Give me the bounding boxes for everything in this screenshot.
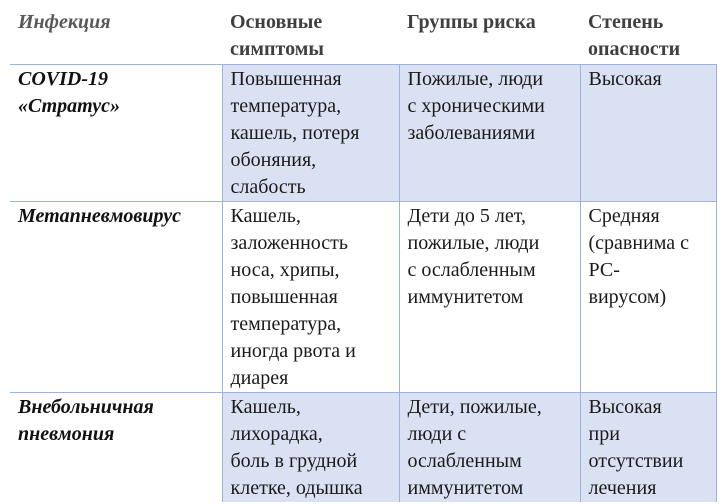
header-symptoms: Основные симптомы — [230, 11, 324, 60]
infection-table — [10, 6, 717, 502]
infection-name-cell: Метапневмовирус — [10, 202, 222, 393]
table-row — [10, 65, 716, 202]
table-row — [10, 202, 716, 393]
symptoms-cell: Кашель, лихорадка, боль в грудной клетке, одышка — [222, 393, 399, 503]
infection-name-cell: Внебольничная пневмония — [10, 393, 222, 503]
danger-level-cell: Высокая при отсутствии лечения — [580, 393, 716, 503]
risk-groups-cell: Дети, пожилые, люди с ослабленным иммунитетом — [399, 393, 580, 503]
header-infection: Инфекция — [18, 11, 111, 33]
header-risk-groups: Группы риска — [407, 11, 536, 33]
symptoms-cell: Кашель, заложенность носа, хрипы, повышенная температура, иногда рвота и диарея — [222, 202, 399, 393]
risk-groups-cell: Пожилые, люди с хроническими заболеваниями — [399, 65, 580, 202]
table-row — [10, 393, 716, 503]
table-header-row — [10, 6, 716, 65]
danger-level-cell: Средняя (сравнима с РС- вирусом) — [580, 202, 716, 393]
risk-groups-cell: Дети до 5 лет, пожилые, люди с ослабленным иммунитетом — [399, 202, 580, 393]
infection-name-cell: COVID-19 «Стратус» — [10, 65, 222, 202]
danger-level-cell: Высокая — [580, 65, 716, 202]
header-danger: Степень опасности — [588, 11, 681, 60]
symptoms-cell: Повышенная температура, кашель, потеря обоняния, слабость — [222, 65, 399, 202]
